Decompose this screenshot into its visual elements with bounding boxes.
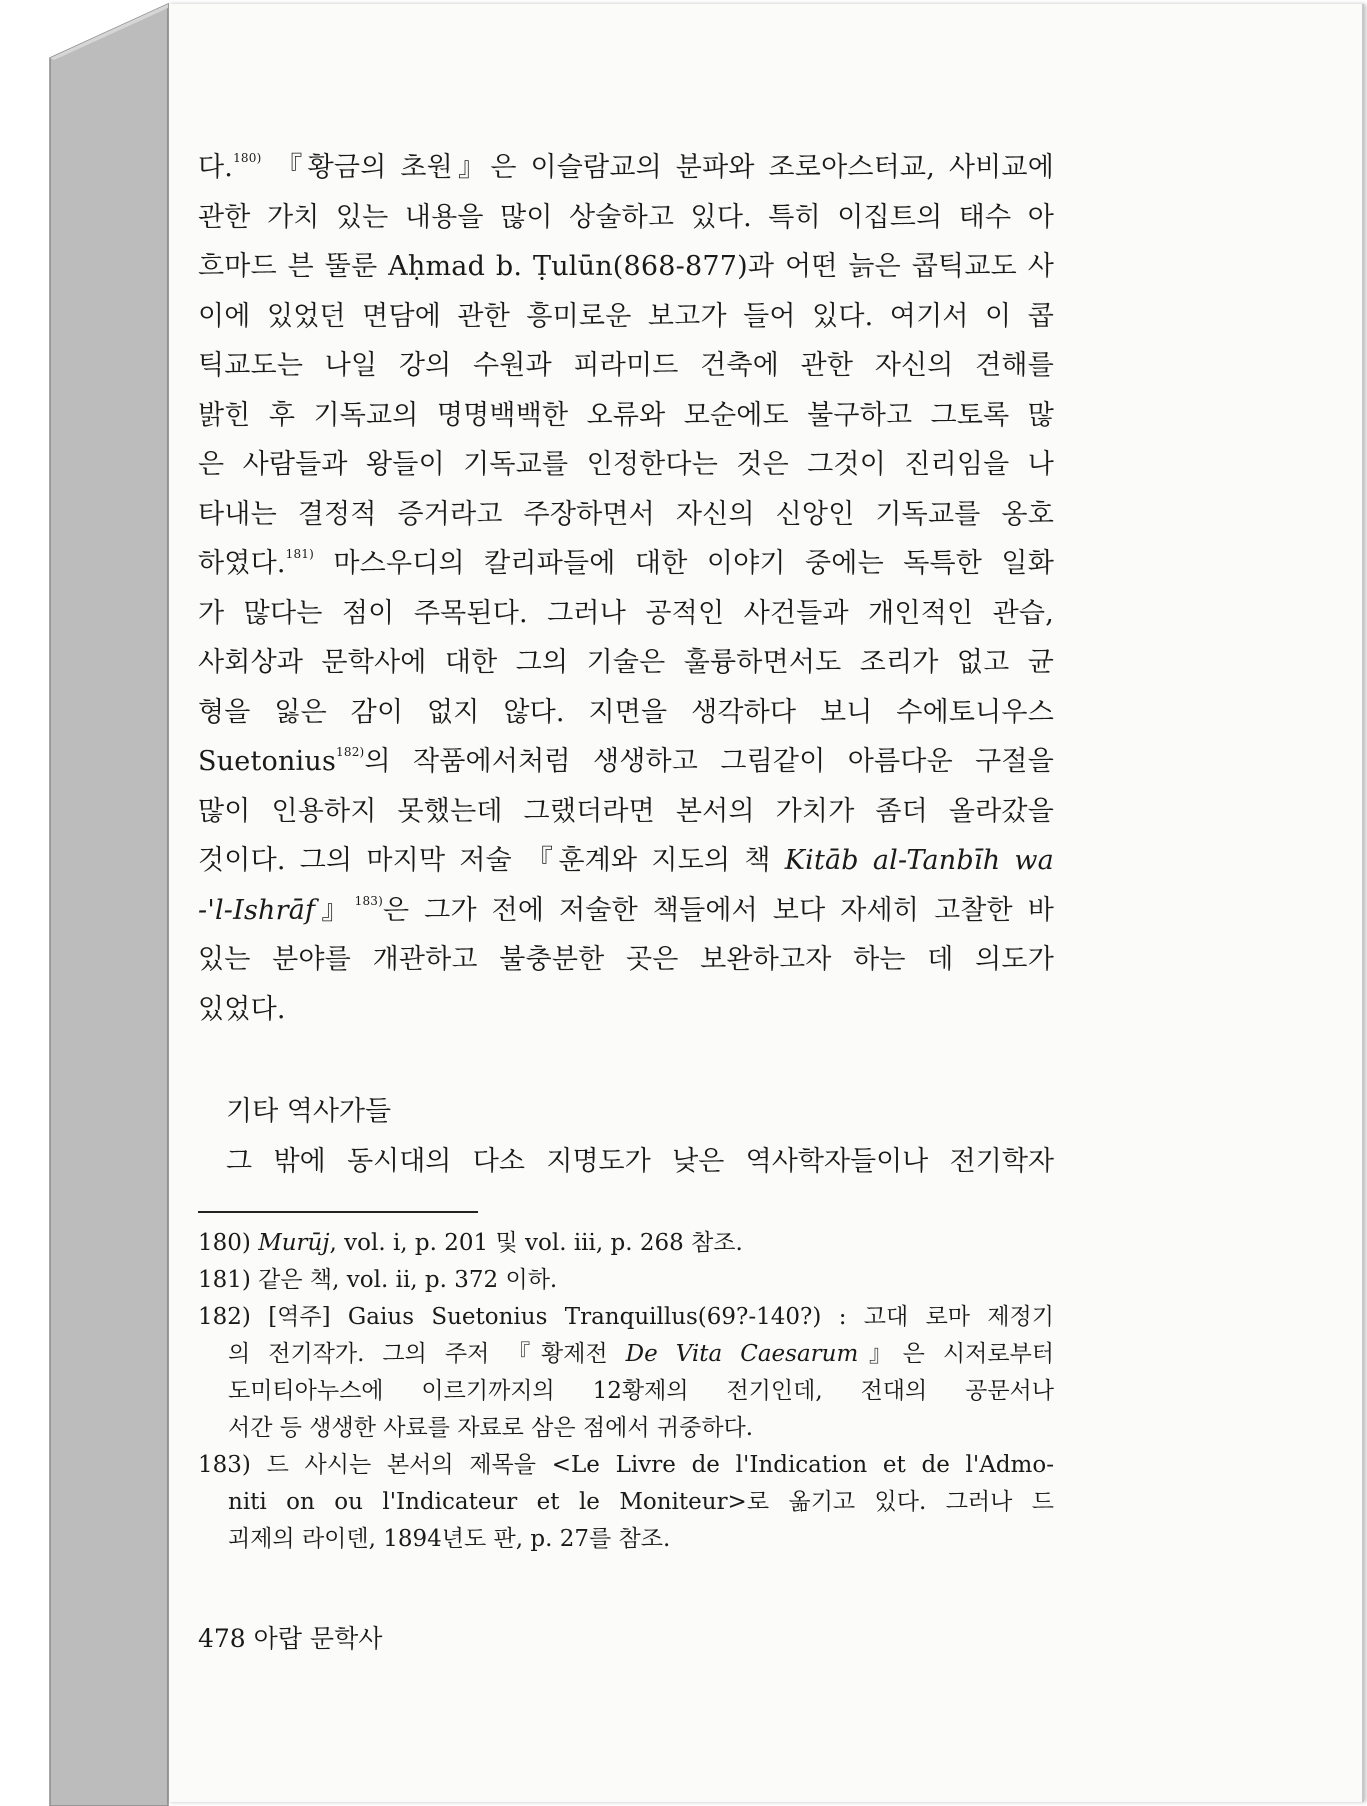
italic-title: De Vita Caesarum (625, 1341, 859, 1367)
text-line (198, 242, 1054, 292)
text-line (198, 589, 1054, 639)
footnote-marker: 181) (285, 547, 315, 561)
text-run: 것이다. 그의 마지막 저술 『훈계와 지도의 책 (198, 845, 785, 876)
footnote-marker: 183) (354, 893, 384, 908)
text-run: 『황금의 초원』은 이슬람교의 분파와 조로아스터교, 사비교에 (261, 152, 1054, 183)
text-run: 』은 시저로부터 (858, 1341, 1054, 1367)
text-run: 의 작품에서처럼 생생하고 그림같이 아름다운 구절을 (364, 746, 1054, 777)
footnote-divider (198, 1211, 478, 1213)
text-run: 다. (198, 152, 234, 183)
text-line (198, 836, 1054, 886)
text-run: 하였다. (198, 548, 286, 579)
text-run: 183) 드 사시는 본서의 제목을 <Le Livre de l'Indication et de l'Admo- (198, 1452, 1054, 1478)
footnote-line (198, 1225, 1054, 1262)
text-run: 밝힌 후 기독교의 명명백백한 오류와 모순에도 불구하고 그토록 많 (198, 399, 1054, 431)
text-run: 181) 같은 책, vol. ii, p. 372 이하. (198, 1267, 558, 1293)
text-line (198, 143, 1054, 193)
text-run: 은 사람들과 왕들이 기독교를 인정한다는 것은 그것이 진리임을 나 (198, 449, 1054, 480)
text-line (198, 341, 1054, 391)
text-run: 타내는 결정적 증거라고 주장하면서 자신의 신앙인 기독교를 옹호 (198, 498, 1054, 530)
text-line (198, 638, 1054, 688)
text-line (198, 490, 1054, 540)
footnote-line (198, 1262, 1054, 1299)
text-line (198, 391, 1054, 441)
footnote-marker: 182) (336, 745, 365, 759)
section-paragraph: 그 밖에 동시대의 다소 지명도가 낮은 역사학자들이나 전기학자 (226, 1146, 1054, 1177)
footnote-line (198, 1336, 1054, 1373)
footnote-line (198, 1484, 1054, 1521)
text-run: 있었다. (198, 993, 286, 1025)
page-number: 478 (198, 1624, 246, 1653)
footnote-line (198, 1299, 1054, 1336)
text-line (198, 688, 1054, 738)
text-run: 180) (198, 1230, 259, 1256)
text-run: 』 (315, 894, 355, 926)
footnotes (198, 1225, 1054, 1558)
text-run: 흐마드 븐 뚤룬 Aḥmad b. Ṭulūn(868-877)과 어떤 늙은 콥틱교도 사 (198, 251, 1054, 282)
text-run: 형을 잃은 감이 없지 않다. 지면을 생각하다 보니 수에토니우스 (198, 696, 1054, 728)
italic-title: -'l-Ishrāf (198, 894, 316, 926)
text-run: 이에 있었던 면담에 관한 흥미로운 보고가 들어 있다. 여기서 이 콥 (198, 300, 1054, 332)
footnote-line (198, 1521, 1054, 1558)
text-run: 서간 등 생생한 사료를 자료로 삼은 점에서 귀중하다. (228, 1415, 754, 1441)
text-run: niti on ou l'Indicateur et le Moniteur>로 옮기고 있다. 그러나 드 (228, 1489, 1054, 1515)
footnote-line (198, 1410, 1054, 1447)
text-run: 관한 가치 있는 내용을 많이 상술하고 있다. 특히 이집트의 태수 아 (198, 201, 1054, 233)
text-run: 182) [역주] Gaius Suetonius Tranquillus(69?-140?) : 고대 로마 제정기 (198, 1304, 1054, 1330)
text-run: Suetonius (198, 746, 337, 777)
page-footer (198, 1619, 382, 1659)
running-title: 아랍 문학사 (253, 1624, 383, 1653)
text-line (198, 737, 1054, 787)
text-run: 은 그가 전에 저술한 책들에서 보다 자세히 고찰한 바 (383, 894, 1054, 926)
text-line (198, 539, 1054, 589)
footnote-line (198, 1373, 1054, 1410)
main-paragraph (198, 143, 1054, 1034)
text-line (198, 985, 1054, 1035)
text-line (198, 787, 1054, 837)
text-line (198, 886, 1054, 936)
text-run: 틱교도는 나일 강의 수원과 피라미드 건축에 관한 자신의 견해를 (198, 350, 1054, 381)
text-run: 가 많다는 점이 주목된다. 그러나 공적인 사건들과 개인적인 관습, (198, 597, 1054, 629)
text-line (198, 292, 1054, 342)
page-edge (1362, 4, 1364, 1802)
text-run: 많이 인용하지 못했는데 그랬더라면 본서의 가치가 좀더 올라갔을 (198, 795, 1054, 827)
footnote-line (198, 1447, 1054, 1484)
text-line (198, 193, 1054, 243)
text-run: 도미티아누스에 이르기까지의 12황제의 전기인데, 전대의 공문서나 (228, 1378, 1054, 1404)
italic-title: Kitāb al-Tanbīh wa (784, 845, 1054, 876)
text-run: 있는 분야를 개관하고 불충분한 곳은 보완하고자 하는 데 의도가 (198, 944, 1054, 975)
text-run: 마스우디의 칼리파들에 대한 이야기 중에는 독특한 일화 (314, 548, 1054, 579)
text-run: , vol. i, p. 201 및 vol. iii, p. 268 참조. (329, 1230, 743, 1256)
text-run: 괴제의 라이덴, 1894년도 판, p. 27를 참조. (228, 1526, 671, 1552)
footnote-marker: 180) (233, 151, 262, 165)
italic-title: Murūj (258, 1230, 330, 1256)
text-line (198, 935, 1054, 985)
text-run: 의 전기작가. 그의 주저 『황제전 (228, 1341, 626, 1367)
section-heading: 기타 역사가들 (226, 1096, 392, 1127)
text-run: 사회상과 문학사에 대한 그의 기술은 훌륭하면서도 조리가 없고 균 (198, 647, 1054, 678)
text-line (198, 440, 1054, 490)
